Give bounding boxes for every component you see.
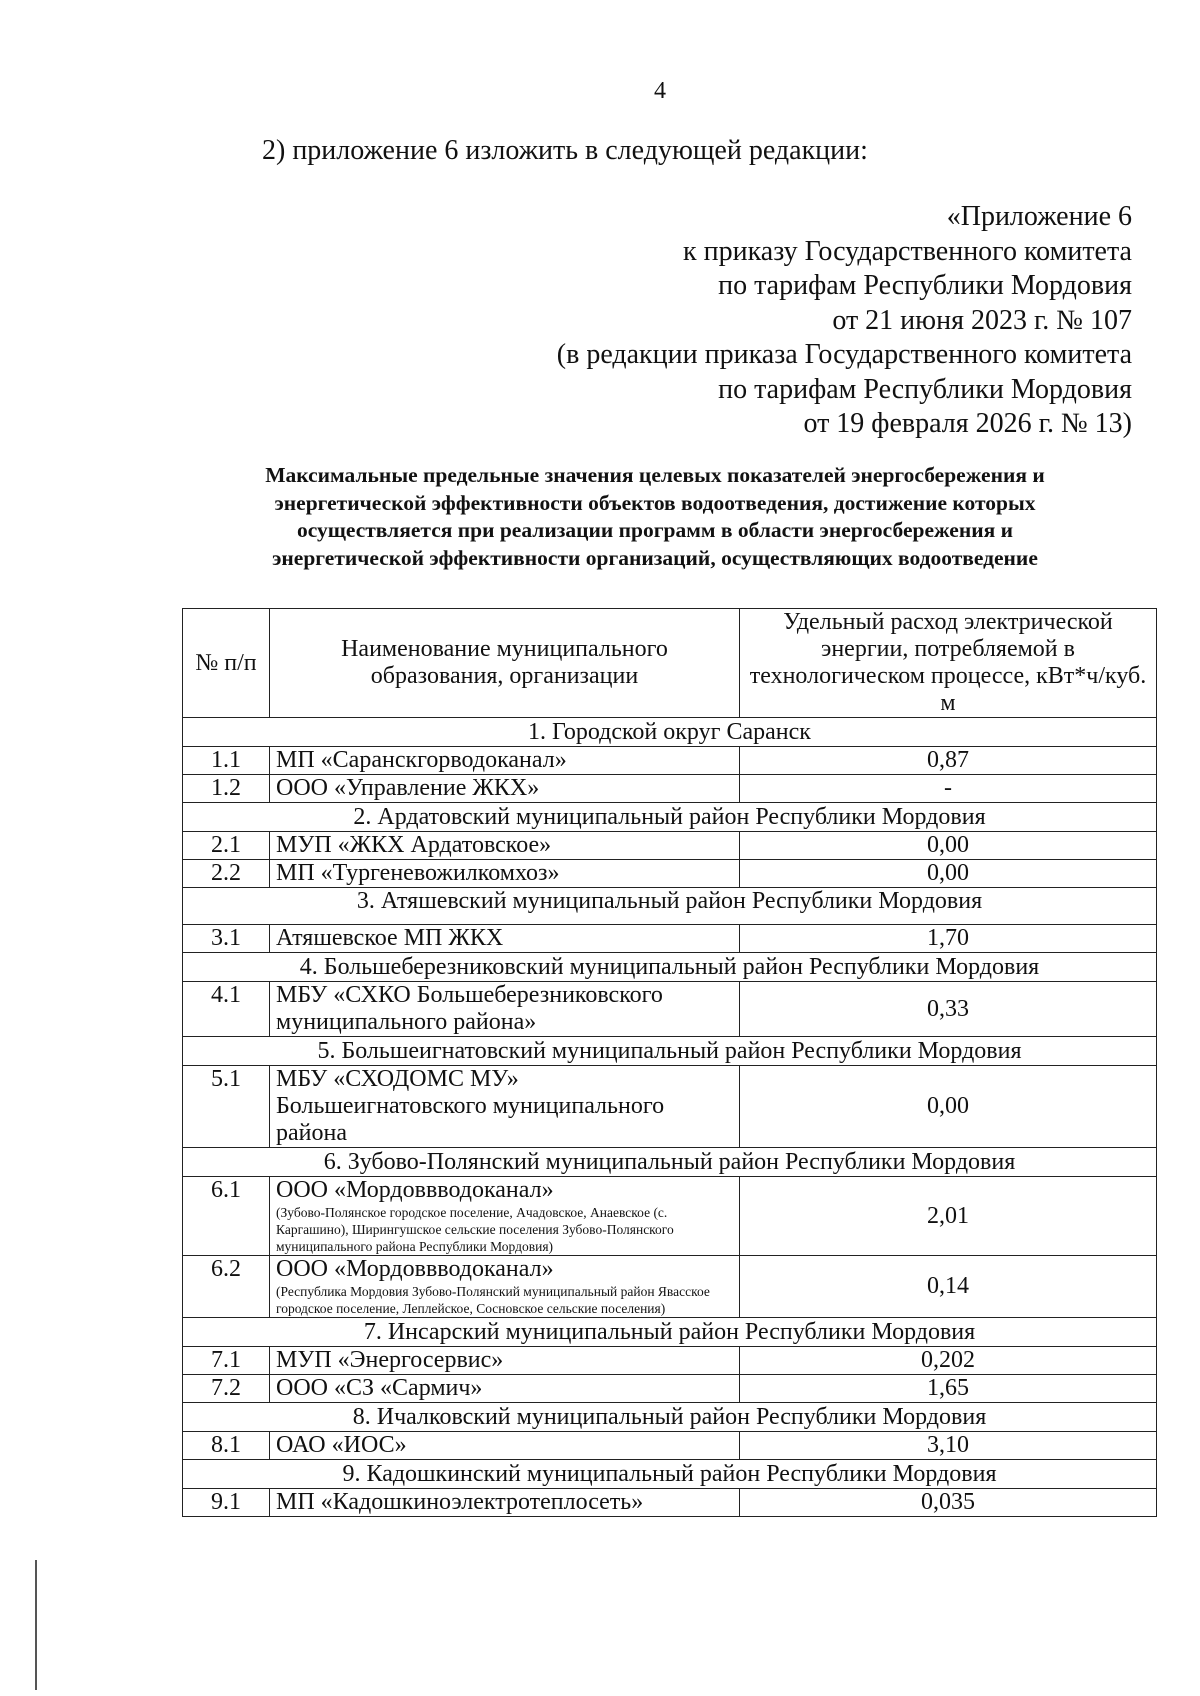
table-row	[183, 1066, 1157, 1148]
table-row	[183, 1177, 1157, 1256]
section-row	[183, 1037, 1157, 1066]
section-title: 3. Атяшевский муниципальный район Республики Мордовия	[183, 888, 1157, 925]
row-value: 0,00	[740, 860, 1157, 888]
section-row	[183, 1318, 1157, 1347]
row-name: ОАО «ИОС»	[270, 1432, 740, 1460]
row-note: (Республика Мордовия Зубово-Полянский муниципальный район Явасское городское поселение, Леплейское, Сосновское сельские поселения)	[276, 1284, 710, 1316]
header-name: Наименование муниципального образования, организации	[270, 609, 740, 718]
section-row	[183, 1403, 1157, 1432]
table-row	[183, 1375, 1157, 1403]
table-row	[183, 1347, 1157, 1375]
section-title: 1. Городской округ Саранск	[183, 718, 1157, 747]
section-row	[183, 953, 1157, 982]
table-row	[183, 925, 1157, 953]
row-name: ООО «Мордоввводоканал»	[276, 1177, 554, 1203]
section-title: 4. Большеберезниковский муниципальный район Республики Мордовия	[183, 953, 1157, 982]
row-number: 1.1	[183, 747, 270, 775]
targets-table	[182, 608, 1157, 1517]
header-number: № п/п	[183, 609, 270, 718]
row-name: МУП «ЖКХ Ардатовское»	[270, 832, 740, 860]
row-name: МУП «Энергосервис»	[270, 1347, 740, 1375]
row-number: 3.1	[183, 925, 270, 953]
row-name-cell	[270, 1256, 740, 1318]
row-name: МБУ «СХКО Большеберезниковского муниципального района»	[270, 982, 740, 1037]
title-line: Максимальные предельные значения целевых показателей энергосбережения и	[265, 463, 1045, 487]
table-row	[183, 1489, 1157, 1517]
row-number: 4.1	[183, 982, 270, 1037]
row-number: 8.1	[183, 1432, 270, 1460]
title-line: энергетической эффективности объектов водоотведения, достижение которых	[274, 490, 1036, 515]
row-value: 1,65	[740, 1375, 1157, 1403]
table-row	[183, 1256, 1157, 1318]
appendix-line: от 21 июня 2023 г. № 107	[832, 304, 1132, 336]
row-value: 2,01	[740, 1177, 1157, 1256]
row-value: 3,10	[740, 1432, 1157, 1460]
row-number: 5.1	[183, 1066, 270, 1148]
appendix-line: по тарифам Республики Мордовия	[718, 373, 1132, 405]
document-title	[205, 462, 1105, 572]
row-value: 0,00	[740, 1066, 1157, 1148]
row-value: 0,14	[740, 1256, 1157, 1318]
row-number: 6.1	[183, 1177, 270, 1256]
row-value: 0,87	[740, 747, 1157, 775]
page-number: 4	[654, 78, 666, 104]
table-header-row	[183, 609, 1157, 718]
appendix-line: от 19 февраля 2026 г. № 13)	[803, 408, 1132, 439]
section-title: 6. Зубово-Полянский муниципальный район Республики Мордовия	[183, 1148, 1157, 1177]
row-value: 0,00	[740, 832, 1157, 860]
table-row	[183, 982, 1157, 1037]
row-number: 2.2	[183, 860, 270, 888]
row-number: 1.2	[183, 775, 270, 803]
row-value: 0,035	[740, 1489, 1157, 1517]
table-row	[183, 832, 1157, 860]
section-title: 8. Ичалковский муниципальный район Республики Мордовия	[183, 1403, 1157, 1432]
section-row	[183, 803, 1157, 832]
section-row	[183, 888, 1157, 925]
row-name-cell	[270, 1177, 740, 1256]
row-name: ООО «Мордоввводоканал»	[276, 1256, 554, 1282]
row-value: 1,70	[740, 925, 1157, 953]
row-name: МП «Кадошкиноэлектротеплосеть»	[270, 1489, 740, 1517]
table-row	[183, 775, 1157, 803]
appendix-line: (в редакции приказа Государственного комитета	[556, 339, 1132, 370]
row-value: 0,202	[740, 1347, 1157, 1375]
section-row	[183, 1148, 1157, 1177]
table-row	[183, 860, 1157, 888]
section-title: 2. Ардатовский муниципальный район Республики Мордовия	[183, 803, 1157, 832]
row-name: ООО «СЗ «Сармич»	[270, 1375, 740, 1403]
row-value: 0,33	[740, 982, 1157, 1037]
section-title: 9. Кадошкинский муниципальный район Республики Мордовия	[183, 1460, 1157, 1489]
row-number: 2.1	[183, 832, 270, 860]
row-value: -	[740, 775, 1157, 803]
section-row	[183, 1460, 1157, 1489]
appendix-line: к приказу Государственного комитета	[683, 235, 1132, 267]
row-note: (Зубово-Полянское городское поселение, Ачадовское, Анаевское (с. Каргашино), Ширингушское сельские поселения Зубово-Полянского муниципального района Республики Мордовия)	[276, 1205, 674, 1254]
row-name: МП «Саранскгорводоканал»	[270, 747, 740, 775]
row-number: 7.2	[183, 1375, 270, 1403]
row-name: МБУ «СХОДОМС МУ» Большеигнатовского муниципального района	[270, 1066, 740, 1148]
row-name: МП «Тургеневожилкомхоз»	[270, 860, 740, 888]
appendix-line: по тарифам Республики Мордовия	[718, 270, 1132, 301]
row-name: Атяшевское МП ЖКХ	[270, 925, 740, 953]
row-number: 7.1	[183, 1347, 270, 1375]
appendix-line: «Приложение 6	[946, 201, 1132, 232]
appendix-header	[557, 200, 1132, 442]
section-row	[183, 718, 1157, 747]
title-line: энергетической эффективности организаций, осуществляющих водоотведение	[272, 545, 1038, 570]
header-value: Удельный расход электрической энергии, потребляемой в технологическом процессе, кВт*ч/куб. м	[740, 609, 1157, 718]
section-title: 7. Инсарский муниципальный район Республики Мордовия	[183, 1318, 1157, 1347]
title-line: осуществляется при реализации программ в области энергосбережения и	[296, 518, 1014, 542]
row-number: 6.2	[183, 1256, 270, 1318]
row-name: ООО «Управление ЖКХ»	[270, 775, 740, 803]
section-title: 5. Большеигнатовский муниципальный район Республики Мордовия	[183, 1037, 1157, 1066]
row-number: 9.1	[183, 1489, 270, 1517]
intro-text: 2) приложение 6 изложить в следующей редакции:	[262, 135, 868, 166]
table-row	[183, 1432, 1157, 1460]
table-row	[183, 747, 1157, 775]
scan-margin-line	[35, 1560, 37, 1690]
